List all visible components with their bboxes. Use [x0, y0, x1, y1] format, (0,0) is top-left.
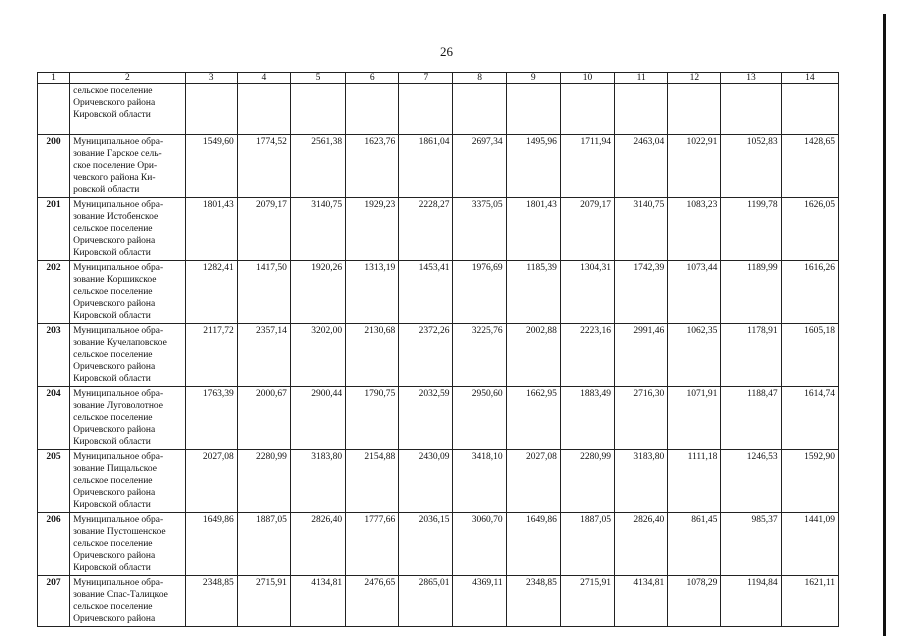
value-cell-col-13 [721, 84, 781, 135]
value-cell-col-11 [615, 84, 668, 135]
value-cell-col-13: 1189,99 [721, 261, 781, 324]
value-cell-col-11: 2991,46 [615, 324, 668, 387]
value-cell-col-4: 1774,52 [237, 135, 290, 198]
municipality-name: Муниципальное обра- зование Спас-Талицкое сельское поселение Оричевского района [70, 576, 185, 627]
value-cell-col-12: 1073,44 [668, 261, 721, 324]
value-cell-col-14: 1621,11 [781, 576, 838, 627]
value-cell-col-11: 2716,30 [615, 387, 668, 450]
value-cell-col-11: 2826,40 [615, 513, 668, 576]
table-row [38, 576, 839, 627]
value-cell-col-12: 1071,91 [668, 387, 721, 450]
value-cell-col-9: 2027,08 [506, 450, 560, 513]
row-number [38, 84, 70, 135]
value-cell-col-6: 1623,76 [346, 135, 399, 198]
value-cell-col-3: 1549,60 [185, 135, 237, 198]
header-row [38, 73, 839, 84]
value-cell-col-12 [668, 84, 721, 135]
value-cell-col-9: 2002,88 [506, 324, 560, 387]
value-cell-col-12: 1062,35 [668, 324, 721, 387]
value-cell-col-3: 1763,39 [185, 387, 237, 450]
value-cell-col-3: 1649,86 [185, 513, 237, 576]
value-cell-col-8: 4369,11 [453, 576, 506, 627]
row-number: 206 [38, 513, 70, 576]
value-cell-col-7: 2430,09 [399, 450, 453, 513]
value-cell-col-5 [290, 84, 345, 135]
value-cell-col-3: 1801,43 [185, 198, 237, 261]
value-cell-col-10: 2715,91 [560, 576, 614, 627]
column-header-3: 3 [185, 73, 237, 84]
value-cell-col-3: 2117,72 [185, 324, 237, 387]
value-cell-col-13: 1199,78 [721, 198, 781, 261]
value-cell-col-9 [506, 84, 560, 135]
value-cell-col-4: 1417,50 [237, 261, 290, 324]
column-header-10: 10 [560, 73, 614, 84]
value-cell-col-4: 2280,99 [237, 450, 290, 513]
municipality-name: сельское поселение Оричевского района Кировской области [70, 84, 185, 135]
value-cell-col-8: 3375,05 [453, 198, 506, 261]
value-cell-col-12: 1078,29 [668, 576, 721, 627]
value-cell-col-6: 2130,68 [346, 324, 399, 387]
value-cell-col-7: 1453,41 [399, 261, 453, 324]
value-cell-col-8: 2697,34 [453, 135, 506, 198]
municipality-name: Муниципальное обра- зование Луговолотное сельское поселение Оричевского района Кировской области [70, 387, 185, 450]
value-cell-col-10: 1883,49 [560, 387, 614, 450]
value-cell-col-8: 3225,76 [453, 324, 506, 387]
value-cell-col-8: 3060,70 [453, 513, 506, 576]
value-cell-col-3: 2348,85 [185, 576, 237, 627]
continuation-row [38, 84, 839, 135]
value-cell-col-6: 1313,19 [346, 261, 399, 324]
value-cell-col-10 [560, 84, 614, 135]
value-cell-col-5: 2826,40 [290, 513, 345, 576]
municipality-name: Муниципальное обра- зование Пищальское сельское поселение Оричевского района Кировской области [70, 450, 185, 513]
value-cell-col-3: 1282,41 [185, 261, 237, 324]
column-header-5: 5 [290, 73, 345, 84]
row-number: 200 [38, 135, 70, 198]
value-cell-col-10: 2280,99 [560, 450, 614, 513]
value-cell-col-5: 3140,75 [290, 198, 345, 261]
value-cell-col-10: 1711,94 [560, 135, 614, 198]
value-cell-col-7: 1861,04 [399, 135, 453, 198]
value-cell-col-4: 1887,05 [237, 513, 290, 576]
column-header-9: 9 [506, 73, 560, 84]
value-cell-col-5: 3202,00 [290, 324, 345, 387]
column-header-4: 4 [237, 73, 290, 84]
value-cell-col-14: 1614,74 [781, 387, 838, 450]
table-row [38, 135, 839, 198]
column-header-8: 8 [453, 73, 506, 84]
value-cell-col-12: 1083,23 [668, 198, 721, 261]
value-cell-col-14 [781, 84, 838, 135]
table-row [38, 387, 839, 450]
value-cell-col-9: 1649,86 [506, 513, 560, 576]
row-number: 203 [38, 324, 70, 387]
table-row [38, 450, 839, 513]
value-cell-col-10: 1887,05 [560, 513, 614, 576]
row-number: 204 [38, 387, 70, 450]
value-cell-col-10: 1304,31 [560, 261, 614, 324]
row-number: 207 [38, 576, 70, 627]
value-cell-col-11: 1742,39 [615, 261, 668, 324]
municipality-name: Муниципальное обра- зование Пустошенское сельское поселение Оричевского района Кировской области [70, 513, 185, 576]
value-cell-col-5: 3183,80 [290, 450, 345, 513]
value-cell-col-13: 1246,53 [721, 450, 781, 513]
value-cell-col-13: 1052,83 [721, 135, 781, 198]
row-number: 205 [38, 450, 70, 513]
column-header-6: 6 [346, 73, 399, 84]
row-number: 202 [38, 261, 70, 324]
value-cell-col-6: 2154,88 [346, 450, 399, 513]
column-header-2: 2 [70, 73, 185, 84]
value-cell-col-5: 2561,38 [290, 135, 345, 198]
municipality-name: Муниципальное обра- зование Гарское сель- ское поселение Ори- чевского района Ки- ровской области [70, 135, 185, 198]
column-header-11: 11 [615, 73, 668, 84]
value-cell-col-12: 1111,18 [668, 450, 721, 513]
value-cell-col-11: 3140,75 [615, 198, 668, 261]
value-cell-col-10: 2079,17 [560, 198, 614, 261]
value-cell-col-14: 1441,09 [781, 513, 838, 576]
value-cell-col-11: 2463,04 [615, 135, 668, 198]
municipality-name: Муниципальное обра- зование Истобенское сельское поселение Оричевского района Кировской области [70, 198, 185, 261]
value-cell-col-6: 1929,23 [346, 198, 399, 261]
value-cell-col-11: 4134,81 [615, 576, 668, 627]
value-cell-col-8: 3418,10 [453, 450, 506, 513]
value-cell-col-5: 1920,26 [290, 261, 345, 324]
value-cell-col-4: 2000,67 [237, 387, 290, 450]
value-cell-col-9: 1185,39 [506, 261, 560, 324]
value-cell-col-4: 2715,91 [237, 576, 290, 627]
value-cell-col-11: 3183,80 [615, 450, 668, 513]
data-table [37, 72, 839, 627]
value-cell-col-3 [185, 84, 237, 135]
municipality-name: Муниципальное обра- зование Коршикское сельское поселение Оричевского района Кировской области [70, 261, 185, 324]
table-row [38, 198, 839, 261]
value-cell-col-5: 4134,81 [290, 576, 345, 627]
row-number: 201 [38, 198, 70, 261]
value-cell-col-14: 1592,90 [781, 450, 838, 513]
value-cell-col-9: 1801,43 [506, 198, 560, 261]
table-row [38, 324, 839, 387]
value-cell-col-6: 1790,75 [346, 387, 399, 450]
value-cell-col-9: 2348,85 [506, 576, 560, 627]
value-cell-col-14: 1626,05 [781, 198, 838, 261]
value-cell-col-13: 985,37 [721, 513, 781, 576]
page-number: 26 [440, 44, 453, 59]
value-cell-col-7: 2036,15 [399, 513, 453, 576]
column-header-1: 1 [38, 73, 70, 84]
table-row [38, 513, 839, 576]
value-cell-col-4: 2079,17 [237, 198, 290, 261]
column-header-14: 14 [781, 73, 838, 84]
value-cell-col-9: 1495,96 [506, 135, 560, 198]
value-cell-col-8: 1976,69 [453, 261, 506, 324]
value-cell-col-4: 2357,14 [237, 324, 290, 387]
column-header-12: 12 [668, 73, 721, 84]
column-header-13: 13 [721, 73, 781, 84]
value-cell-col-12: 1022,91 [668, 135, 721, 198]
value-cell-col-4 [237, 84, 290, 135]
value-cell-col-7: 2865,01 [399, 576, 453, 627]
column-header-7: 7 [399, 73, 453, 84]
value-cell-col-6: 2476,65 [346, 576, 399, 627]
scan-edge-line [883, 14, 886, 636]
value-cell-col-13: 1188,47 [721, 387, 781, 450]
value-cell-col-8: 2950,60 [453, 387, 506, 450]
value-cell-col-10: 2223,16 [560, 324, 614, 387]
value-cell-col-8 [453, 84, 506, 135]
value-cell-col-14: 1428,65 [781, 135, 838, 198]
value-cell-col-7: 2372,26 [399, 324, 453, 387]
value-cell-col-14: 1616,26 [781, 261, 838, 324]
value-cell-col-14: 1605,18 [781, 324, 838, 387]
value-cell-col-5: 2900,44 [290, 387, 345, 450]
table-row [38, 261, 839, 324]
value-cell-col-3: 2027,08 [185, 450, 237, 513]
value-cell-col-9: 1662,95 [506, 387, 560, 450]
value-cell-col-7: 2032,59 [399, 387, 453, 450]
value-cell-col-6 [346, 84, 399, 135]
value-cell-col-7 [399, 84, 453, 135]
value-cell-col-6: 1777,66 [346, 513, 399, 576]
value-cell-col-13: 1194,84 [721, 576, 781, 627]
value-cell-col-12: 861,45 [668, 513, 721, 576]
value-cell-col-7: 2228,27 [399, 198, 453, 261]
value-cell-col-13: 1178,91 [721, 324, 781, 387]
municipality-name: Муниципальное обра- зование Кучелаповское сельское поселение Оричевского района Кировской области [70, 324, 185, 387]
